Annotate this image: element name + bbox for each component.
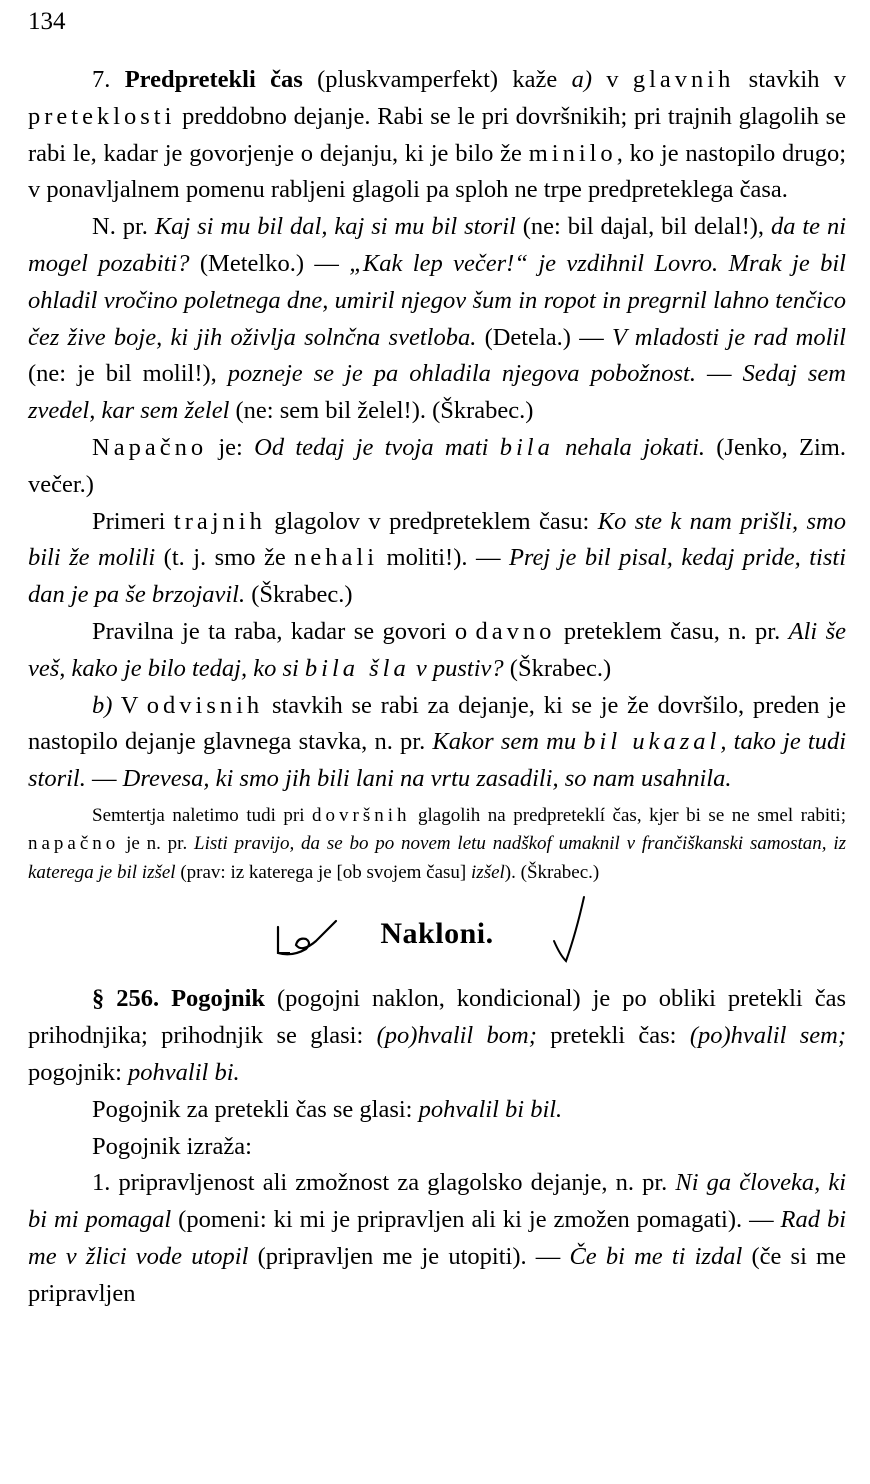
text-run: Pogojnik izraža: <box>92 1132 252 1160</box>
text-run: bila šla <box>304 654 410 682</box>
text-run: v <box>591 66 633 93</box>
text-run: (t. j. smo že <box>155 544 295 572</box>
text-run: Listi pravijo, da se bo po novem letu nadškof umaknil v frančiškanski samostan, iz katerega je bil izšel <box>28 833 846 883</box>
paragraph-7 <box>28 62 846 209</box>
text-column <box>28 62 846 1313</box>
text-run: (ne: sem bil želel!). (Škrabec.) <box>229 397 534 425</box>
text-run: Ni ga človeka, ki bi mi pomagal <box>28 1169 846 1234</box>
text-run: § 256. Pogojnik <box>92 985 266 1013</box>
text-run: Sedaj sem zvedel, kar sem želel <box>28 360 846 425</box>
text-run: Drevesa, ki smo jih bili lani na vrtu zasadili, so nam usahnila. <box>122 765 732 793</box>
text-run: — <box>695 360 743 388</box>
text-run: minilo <box>528 139 617 167</box>
text-run: (po)hvalil sem; <box>689 1022 847 1050</box>
text-run: nehali <box>294 544 379 572</box>
text-run: glavnih <box>632 66 735 93</box>
handwritten-mark-icon <box>272 913 344 961</box>
text-run: stavkih se rabi za dejanje, ki se je že dovršilo, preden je nastopilo dejanje glavnega stavka, n. pr. <box>28 691 847 756</box>
text-run: glagolih na predpreteklí čas, kjer bi se ne smel rabiti; <box>410 804 846 826</box>
paragraph-examples <box>28 209 846 430</box>
text-run: bila <box>499 433 554 461</box>
text-run: , tako je tudi storil. <box>28 728 846 793</box>
text-run: da te ni mogel pozabiti? <box>28 213 846 277</box>
text-run: pozneje se je pa ohladila njegova pobožnost. <box>227 360 696 388</box>
paragraph-small <box>28 802 846 888</box>
text-run: 7. <box>92 66 125 93</box>
text-run: Napačno <box>92 433 208 461</box>
text-run: Ko ste k nam prišli, smo bili že molili <box>28 507 846 572</box>
text-run: Rad bi me v žlici vode utopil <box>28 1206 847 1271</box>
paragraph-napacno <box>28 430 846 504</box>
text-run: trajnih <box>173 507 266 535</box>
text-run: Prej je bil pisal, kedaj pride, tisti dan je pa še brzojavil. <box>28 544 847 609</box>
text-run: Pogojnik za pretekli čas se glasi: <box>92 1095 419 1123</box>
text-run: nehala jokati. <box>553 433 706 461</box>
text-run: Ali še veš, kako je bilo tedaj, ko si <box>28 617 846 682</box>
text-run: preddobno dejanje. Rabi se le pri dovršnikih; pri trajnih glagolih se rabi le, kadar je govorjenje o dejanju, ki je bilo že <box>28 102 846 167</box>
text-run: 1. pripravljenost ali zmožnost za glagolsko dejanje, n. pr. <box>92 1169 676 1197</box>
text-run: ). (Škrabec.) <box>504 861 600 883</box>
small-print-note <box>28 802 846 888</box>
text-run: čas <box>270 66 303 93</box>
text-run: Primeri <box>92 507 174 535</box>
checkmark-icon <box>550 893 590 967</box>
text-run: (če si me pripravljen <box>28 1243 846 1307</box>
text-run: Pravilna je ta raba, kadar se govori o <box>92 617 476 645</box>
paragraph-pogojnik-pretekli <box>28 1092 846 1129</box>
text-run: dovršnih <box>312 804 411 826</box>
section-heading <box>28 893 846 977</box>
text-run <box>256 66 270 93</box>
text-run: (po)hvalil bom; <box>376 1022 537 1050</box>
text-run: Od tedaj je tvoja mati <box>254 433 500 461</box>
text-run: je n. pr. <box>119 833 194 855</box>
text-run: v pustiv? <box>409 654 504 682</box>
text-run: N. pr. <box>92 213 155 241</box>
paragraph-1 <box>28 1165 846 1312</box>
section-title: Nakloni. <box>380 917 494 951</box>
text-run: bil ukazal <box>583 728 721 756</box>
text-run: preteklosti <box>28 102 176 130</box>
text-run: (pluskvamperfekt) kaže <box>302 66 572 93</box>
text-run: (ne: je bil molil!), <box>28 360 228 388</box>
text-run: pretekli čas: <box>536 1022 690 1050</box>
text-run: (Jenko, Zim. večer.) <box>28 433 846 498</box>
text-run: moliti!). — <box>378 544 509 572</box>
text-run: stavkih v <box>734 66 847 93</box>
text-run: (pomeni: ki mi je pripravljen ali ki je zmožen pomagati). — <box>171 1206 781 1234</box>
text-run: preteklem času, n. pr. <box>555 617 789 645</box>
paragraph-256 <box>28 981 846 1091</box>
text-run: (ne: bil dajal, bil delal!), <box>515 213 771 241</box>
text-run: (Detela.) — <box>476 323 612 351</box>
text-run: (Škrabec.) <box>245 581 353 609</box>
text-run: V mladosti je rad molil <box>611 323 846 351</box>
text-run: (pripravljen me je utopiti). — <box>248 1243 570 1271</box>
text-run: (prav: iz katerega je [ob svojem času] <box>175 861 472 883</box>
page-number: 134 <box>28 8 66 35</box>
text-run: „Kak lep večer!“ je vzdihnil Lovro. Mrak je bil ohladil vročino poletnega dne, umiril njegov šum in ropot in pregrnil lahno tenčico čez žive boje, ki jih oživlja solnčna svetloba. <box>28 249 846 351</box>
text-run: glagolov v predpreteklem času: <box>265 507 598 535</box>
text-run: odvisnih <box>146 691 264 719</box>
text-run: V <box>112 691 147 719</box>
text-run: a) <box>571 66 592 93</box>
text-run: Če bi me ti izdal <box>569 1243 743 1271</box>
text-run: Kakor sem mu <box>432 728 584 756</box>
text-run: (Metelko.) — <box>189 249 350 277</box>
paragraph-primeri <box>28 504 846 614</box>
text-run: pogojnik: <box>28 1059 129 1087</box>
text-run: je: <box>207 433 255 461</box>
text-run: (pogojni naklon, kondicional) je po obliki pretekli čas prihodnjika; prihodnjik se glasi: <box>28 985 847 1050</box>
text-run: davno <box>475 617 556 645</box>
text-run: (Škrabec.) <box>503 654 612 682</box>
text-run: pohvalil bi bil. <box>418 1095 563 1123</box>
paragraph-pravilna <box>28 614 846 688</box>
paragraph-b <box>28 688 846 798</box>
text-run: Kaj si mu bil dal, kaj si mu bil storil <box>154 213 516 241</box>
text-run: napačno <box>28 833 120 855</box>
paragraph-pogojnik-izraza <box>28 1129 846 1166</box>
text-run: b) <box>92 691 113 719</box>
text-run: pohvalil bi. <box>128 1059 240 1087</box>
text-run: Semtertja naletimo tudi pri <box>92 804 313 826</box>
text-run: , ko je nastopilo drugo; v ponavljalnem pomenu rabljeni glagoli pa sploh ne trpe predpreteklega časa. <box>28 139 847 204</box>
text-run: — <box>85 765 123 793</box>
text-run: izšel <box>471 861 505 883</box>
text-run: Predpretekli <box>124 66 256 93</box>
